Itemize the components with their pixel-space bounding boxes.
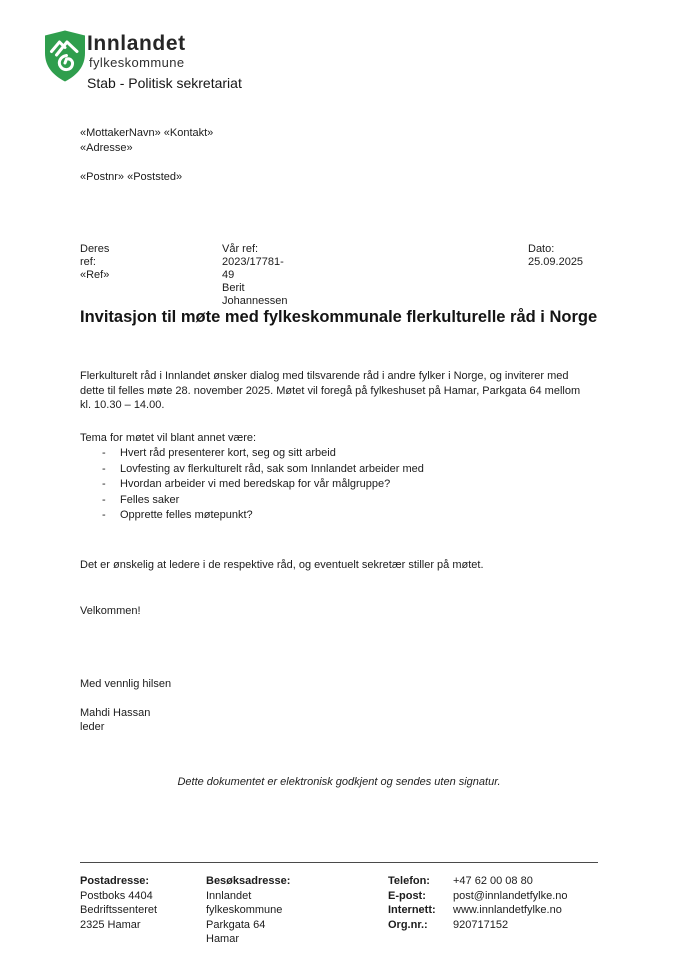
postal-address-column: [80, 874, 157, 932]
list-item-text: Hvert råd presenterer kort, seg og sitt arbeid: [120, 447, 336, 460]
list-intro: Tema for møtet vil blant annet være:: [80, 432, 257, 444]
recipient-name: «MottakerNavn» «Kontakt»: [80, 127, 214, 139]
list-item: [80, 462, 592, 477]
recipient-address: «Adresse»: [80, 141, 133, 154]
postal-address-label: Postadresse:: [80, 875, 150, 887]
signature-block: [80, 707, 150, 734]
recipient-postal: «Postnr» «Poststed»: [80, 170, 183, 183]
deres-ref-label: Deres ref:: [80, 243, 110, 268]
list-bullet: -: [102, 509, 106, 522]
list-item: [80, 493, 592, 508]
list-item-text: Opprette felles møtepunkt?: [120, 509, 253, 522]
paragraph-attendance: Det er ønskelig at ledere i de respektive råd, og eventuelt sekretær stiller på møtet.: [80, 559, 484, 571]
contact-row-website: [388, 903, 568, 918]
list-item: [80, 508, 592, 523]
signoff-line: Med vennlig hilsen: [80, 678, 172, 690]
list-item-text: Lovfesting av flerkulturelt råd, sak som Innlandet arbeider med: [120, 462, 424, 475]
orgnr-value: 920717152: [453, 918, 509, 931]
deres-ref-column: [80, 243, 109, 282]
phone-value: +47 62 00 08 80: [453, 875, 533, 887]
list-item: [80, 446, 592, 461]
contact-row-email: [388, 889, 568, 904]
var-ref-label: Vår ref:: [222, 243, 259, 255]
var-ref-value: 2023/17781-49: [222, 256, 284, 281]
recipient-spacer: [80, 155, 213, 170]
paragraph-intro: Flerkulturelt råd i Innlandet ønsker dialog med tilsvarende råd i andre fylker i Norge, og inviterer med dette til felles møte 28. november 2025. Møtet vil foregå på fylkeshuset på Hamar, Parkgata 64 mellom kl. 10.30 – 14.00.: [80, 370, 581, 412]
letterhead: [87, 33, 242, 92]
postal-address-line: Postboks 4404: [80, 889, 153, 902]
signature-title: leder: [80, 720, 105, 733]
email-label: E-post:: [388, 889, 426, 902]
orgnr-label: Org.nr.:: [388, 918, 428, 931]
visit-address-line: Innlandet fylkeskommune: [206, 889, 283, 916]
footer-divider: [80, 862, 598, 863]
list-item: [80, 477, 592, 492]
closing-line: Velkommen!: [80, 605, 141, 617]
recipient-block: [80, 126, 213, 184]
date-label: Dato:: [528, 243, 555, 255]
org-subtitle: fylkeskommune: [89, 55, 185, 70]
email-value: post@innlandetfylke.no: [453, 889, 568, 902]
list-bullet: -: [102, 478, 106, 491]
letter-title: Invitasjon til møte med fylkeskommunale flerkulturelle råd i Norge: [80, 308, 598, 326]
var-ref-person: Berit Johannessen: [222, 282, 288, 307]
visit-address-label: Besøksadresse:: [206, 875, 291, 887]
deres-ref-value: «Ref»: [80, 269, 110, 281]
contact-column: [388, 874, 568, 932]
list-item-text: Hvordan arbeider vi med beredskap for vår målgruppe?: [120, 478, 391, 491]
date-value: 25.09.2025: [528, 256, 584, 268]
postal-address-line: 2325 Hamar: [80, 918, 141, 931]
phone-label: Telefon:: [388, 875, 430, 887]
visit-address-line: Parkgata 64: [206, 918, 266, 931]
website-label: Internett:: [388, 904, 436, 916]
list-item-text: Felles saker: [120, 493, 180, 506]
visit-address-line: Hamar: [206, 933, 240, 945]
contact-row-orgnr: [388, 918, 568, 933]
org-name: Innlandet: [87, 32, 186, 55]
topics-list: [80, 431, 592, 523]
signature-name: Mahdi Hassan: [80, 707, 151, 719]
department-name: Stab - Politisk sekretariat: [87, 75, 242, 91]
list-bullet: -: [102, 462, 106, 475]
postal-address-line: Bedriftssenteret: [80, 904, 158, 916]
website-value: www.innlandetfylke.no: [453, 904, 562, 916]
list-bullet: -: [102, 493, 106, 506]
visit-address-column: [206, 874, 290, 947]
date-column: [528, 243, 583, 269]
list-bullet: -: [102, 447, 106, 460]
innlandet-shield-icon: [42, 29, 88, 83]
contact-row-phone: [388, 874, 568, 889]
var-ref-column: [222, 243, 287, 308]
electronic-signature-disclaimer: Dette dokumentet er elektronisk godkjent og sendes uten signatur.: [177, 776, 501, 788]
innlandet-logo: [42, 29, 88, 88]
